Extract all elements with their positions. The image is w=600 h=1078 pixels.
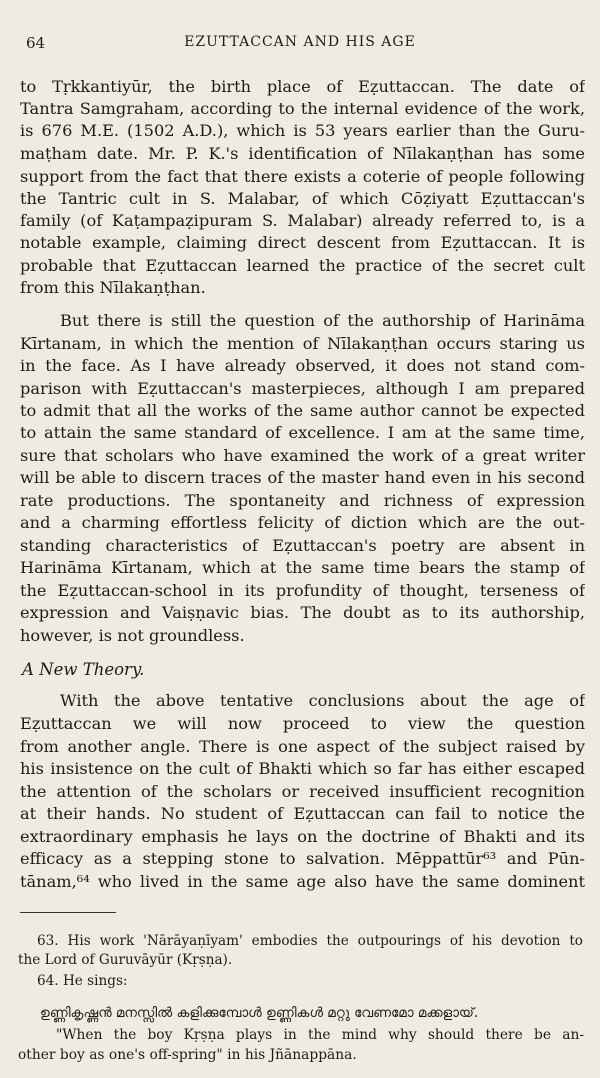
malayalam-verse: ഉണ്ണികൃഷ്ണൻ മനസ്സിൽ കളിക്കുമ്പോൾ ഉണ്ണികൾ മറ്റു വേണമോ മക്കളായ്. (40, 1005, 479, 1021)
text-line: standing characteristics of Eẓuttaccan's poetry are absent in (20, 536, 585, 555)
text-line: to admit that all the works of the same author cannot be expected (20, 401, 585, 420)
text-line: parison with Eẓuttaccan's masterpieces, although I am prepared (20, 379, 585, 398)
text-line: But there is still the question of the authorship of Harināma (60, 311, 585, 330)
text-line: expression and Vaiṣṇavic bias. The doubt as to its authorship, (20, 603, 585, 622)
text-line: his insistence on the cult of Bhakti which so far has either escaped (20, 759, 585, 778)
text-line: Tantra Samgraham, according to the internal evidence of the work, (20, 99, 585, 118)
page-number: 64 (26, 34, 46, 52)
footnote-63-continued: the Lord of Guruvāyūr (Kṛṣṇa). (18, 952, 233, 968)
text-line: Kīrtanam, in which the mention of Nīlakaṇṭhan occurs staring us (20, 334, 585, 353)
text-line: the Tantric cult in S. Malabar, of which Cōẓiyatt Eẓuttaccan's (20, 189, 585, 208)
text-line: from another angle. There is one aspect of the subject raised by (20, 737, 585, 756)
text-line: tānam,⁶⁴ who lived in the same age also have the same dominent (20, 872, 585, 891)
text-line: Harināma Kīrtanam, which at the same time bears the stamp of (20, 558, 585, 577)
text-line: to attain the same standard of excellence. I am at the same time, (20, 423, 585, 442)
text-line: is 676 M.E. (1502 A.D.), which is 53 years earlier than the Guru- (20, 121, 585, 140)
text-line: rate productions. The spontaneity and richness of expression (20, 491, 585, 510)
text-line: With the above tentative conclusions about the age of (60, 691, 585, 710)
text-line: to Tṛkkantiyūr, the birth place of Eẓuttaccan. The date of (20, 77, 585, 96)
text-line: notable example, claiming direct descent from Eẓuttaccan. It is (20, 233, 585, 252)
footnote-divider (20, 912, 116, 913)
text-line: at their hands. No student of Eẓuttaccan can fail to notice the (20, 804, 585, 823)
text-line: efficacy as a stepping stone to salvation. Mēppattūr⁶³ and Pūn- (20, 849, 585, 868)
text-line: in the face. As I have already observed, it does not stand com- (20, 356, 585, 375)
text-line: Eẓuttaccan we will now proceed to view the question (20, 714, 585, 733)
text-line: the Eẓuttaccan-school in its profundity of thought, terseness of (20, 581, 585, 600)
text-line: support from the fact that there exists a coterie of people following (20, 167, 585, 186)
verse-translation: "When the boy Kṛṣṇa plays in the mind why should there be an- (56, 1027, 584, 1043)
text-line: from this Nīlakaṇṭhan. (20, 278, 206, 297)
text-line: extraordinary emphasis he lays on the doctrine of Bhakti and its (20, 827, 585, 846)
text-line: maṭham date. Mr. P. K.'s identification of Nīlakaṇṭhan has some (20, 144, 585, 163)
text-line: probable that Eẓuttaccan learned the practice of the secret cult (20, 256, 585, 275)
text-line: sure that scholars who have examined the work of a great writer (20, 446, 585, 465)
text-line: the attention of the scholars or received insufficient recognition (20, 782, 585, 801)
text-line: and a charming effortless felicity of diction which are the out- (20, 513, 585, 532)
text-line: will be able to discern traces of the master hand even in his second (20, 468, 585, 487)
section-heading: A New Theory. (22, 660, 145, 679)
page-header (0, 34, 600, 58)
footnote-63: 63. His work 'Nārāyaṇīyam' embodies the outpourings of his devotion to (37, 933, 583, 949)
running-head: EZUTTACCAN AND HIS AGE (184, 34, 416, 50)
footnote-64: 64. He sings: (37, 973, 128, 989)
verse-translation-continued: other boy as one's off-spring" in his Jñānappāna. (18, 1047, 357, 1063)
text-line: family (of Kaṭampaẓipuram S. Malabar) already referred to, is a (20, 211, 585, 230)
text-line: however, is not groundless. (20, 626, 245, 645)
